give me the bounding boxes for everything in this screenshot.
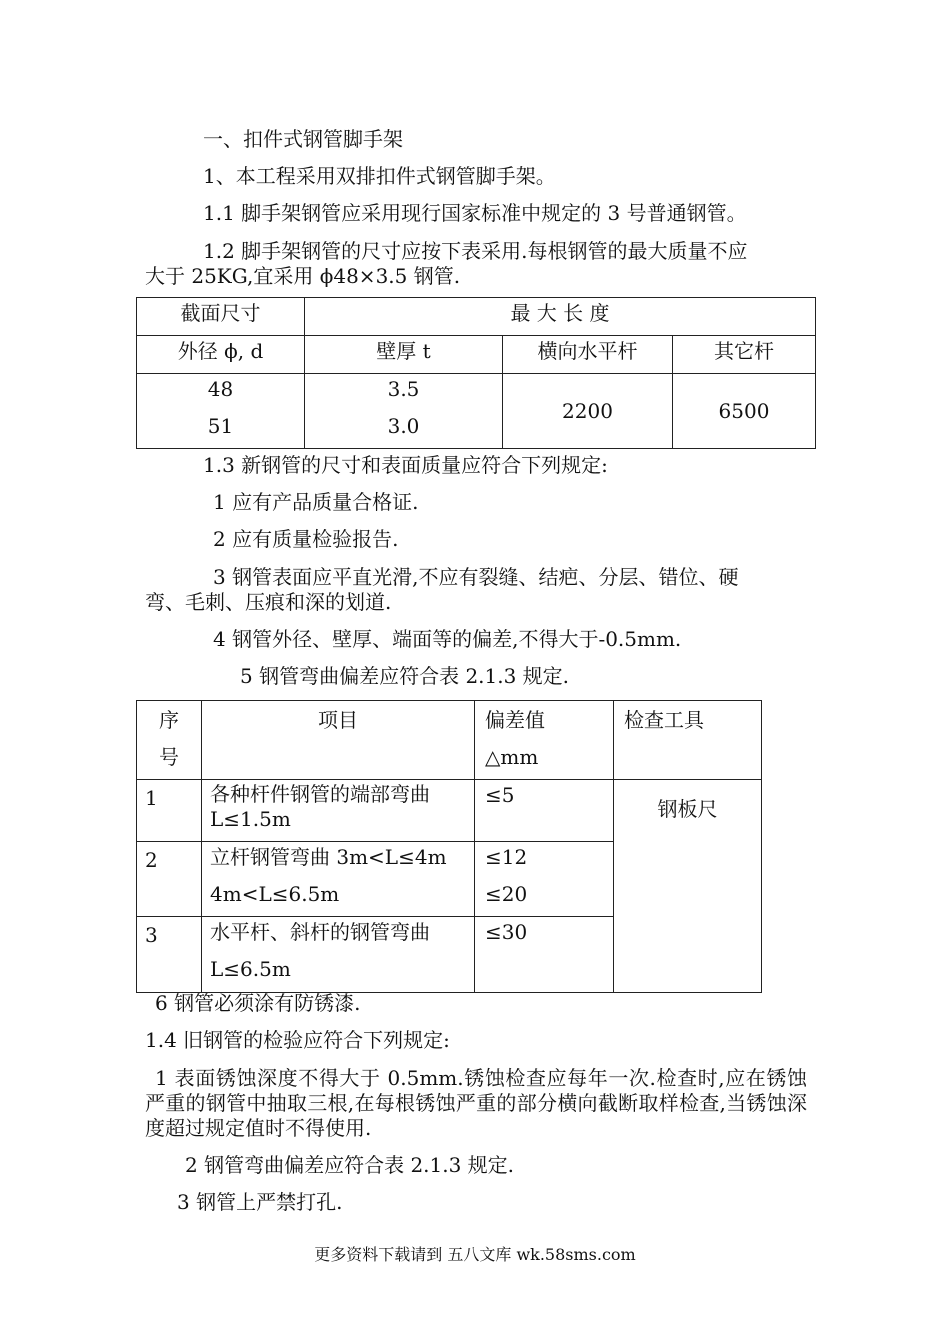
old-pipe-item-3: 3 钢管上严禁打孔. <box>177 1190 343 1214</box>
header-max-length: 最 大 长 度 <box>305 298 816 336</box>
steel-pipe-size-table <box>136 297 816 449</box>
row-3-item: 水平杆、斜杆的钢管弯曲 L≤6.5m <box>202 917 475 993</box>
header-inspection-tool: 检查工具 <box>614 701 762 780</box>
paragraph-1-2-line2: 大于 25KG,宜采用 ϕ48×3.5 钢管. <box>145 264 461 288</box>
header-section-size: 截面尺寸 <box>137 298 305 336</box>
row-3-deviation: ≤30 <box>475 917 614 993</box>
paragraph-1-2-line1: 1.2 脚手架钢管的尺寸应按下表采用.每根钢管的最大质量不应 <box>203 239 748 263</box>
cell-outer-diameter <box>137 374 305 449</box>
footer-note: 更多资料下载请到 五八文库 wk.58sms.com <box>314 1245 636 1264</box>
cell-other-bar-length: 6500 <box>673 374 816 449</box>
paragraph-1-4: 1.4 旧钢管的检验应符合下列规定: <box>145 1028 450 1052</box>
row-2-no: 2 <box>137 842 202 917</box>
section-heading: 一、扣件式钢管脚手架 <box>203 127 403 151</box>
row-2-deviation: ≤12 ≤20 <box>475 842 614 917</box>
old-pipe-item-1: 1 表面锈蚀深度不得大于 0.5mm.锈蚀检查应每年一次.检查时,应在锈蚀严重的钢管中抽取三根,在每根锈蚀严重的部分横向截断取样检查,当锈蚀深度超过规定值时不得使用. <box>145 1066 807 1140</box>
header-horizontal-bar: 横向水平杆 <box>503 336 673 374</box>
list-item-6: 6 钢管必须涂有防锈漆. <box>155 991 361 1015</box>
list-item-3-line2: 弯、毛刺、压痕和深的划道. <box>145 590 392 614</box>
od-value: 51 <box>207 414 234 438</box>
cell-horizontal-bar-length: 2200 <box>503 374 673 449</box>
list-item-2: 2 应有质量检验报告. <box>213 527 399 551</box>
row-1-no: 1 <box>137 780 202 842</box>
wall-value: 3.5 <box>387 377 420 401</box>
od-value: 48 <box>207 377 234 401</box>
old-pipe-item-2: 2 钢管弯曲偏差应符合表 2.1.3 规定. <box>185 1153 515 1177</box>
cell-wall-thickness <box>305 374 503 449</box>
list-item-3-line1: 3 钢管表面应平直光滑,不应有裂缝、结疤、分层、错位、硬 <box>213 565 739 589</box>
list-item-5: 5 钢管弯曲偏差应符合表 2.1.3 规定. <box>240 664 570 688</box>
header-wall-thickness: 壁厚 t <box>305 336 503 374</box>
row-1-item: 各种杆件钢管的端部弯曲 L≤1.5m <box>202 780 475 842</box>
row-2-item: 立杆钢管弯曲 3m<L≤4m 4m<L≤6.5m <box>202 842 475 917</box>
tool-cell: 钢板尺 <box>614 780 762 993</box>
header-outer-diameter: 外径 ϕ, d <box>137 336 305 374</box>
paragraph-1: 1、本工程采用双排扣件式钢管脚手架。 <box>203 164 556 188</box>
list-item-1: 1 应有产品质量合格证. <box>213 490 419 514</box>
row-1-deviation: ≤5 <box>475 780 614 842</box>
row-3-no: 3 <box>137 917 202 993</box>
header-item: 项目 <box>202 701 475 780</box>
header-other-bar: 其它杆 <box>673 336 816 374</box>
list-item-4: 4 钢管外径、壁厚、端面等的偏差,不得大于-0.5mm. <box>213 627 682 651</box>
wall-value: 3.0 <box>387 414 420 438</box>
bending-deviation-table <box>136 700 762 993</box>
header-deviation: 偏差值 △mm <box>475 701 614 780</box>
header-serial-no: 序 号 <box>137 701 202 780</box>
paragraph-1-1: 1.1 脚手架钢管应采用现行国家标准中规定的 3 号普通钢管。 <box>203 201 747 225</box>
paragraph-1-3: 1.3 新钢管的尺寸和表面质量应符合下列规定: <box>203 453 608 477</box>
